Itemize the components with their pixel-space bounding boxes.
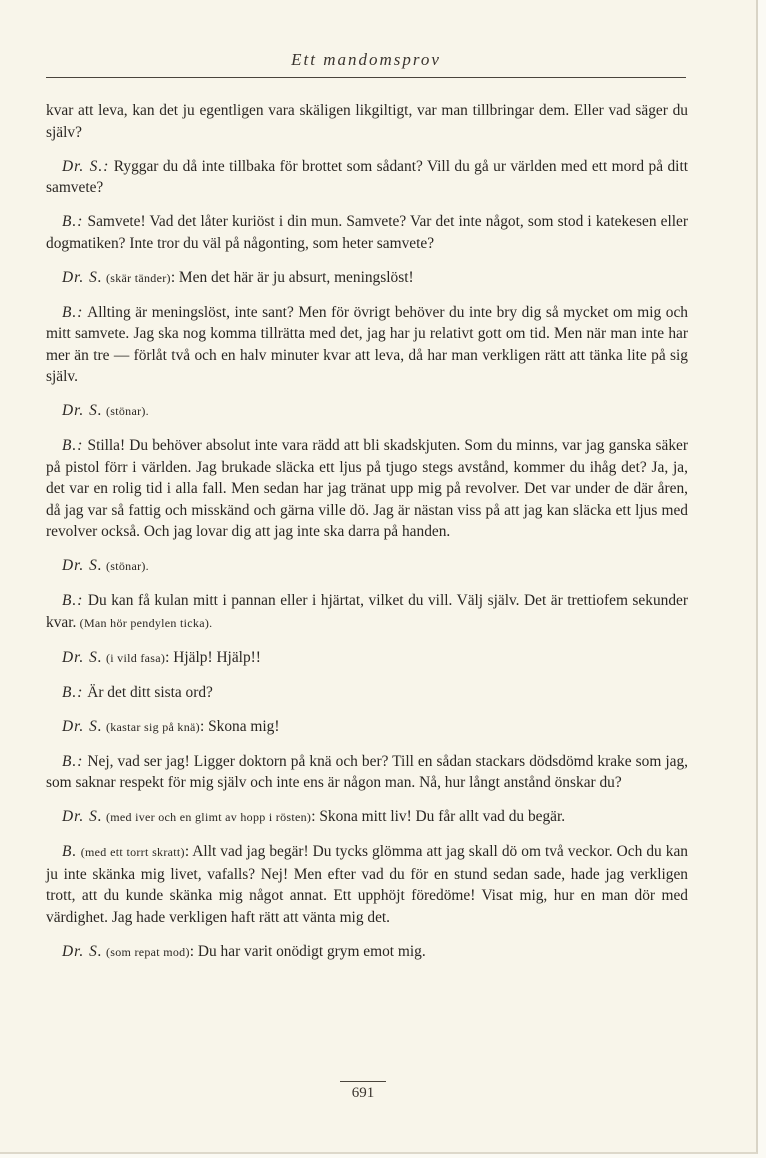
dialogue-paragraph [46, 211, 688, 254]
speaker-name: Dr. S. [62, 648, 103, 666]
stage-direction: (med iver och en glimt av hopp i rösten) [102, 810, 312, 824]
dialogue-paragraph [46, 682, 688, 704]
dialogue-paragraph [46, 841, 688, 928]
speaker-name: B.: [62, 437, 84, 454]
dialogue-text: : Hjälp! Hjälp!! [165, 648, 261, 666]
dialogue-text: kvar att leva, kan det ju egentligen vara skäligen likgiltigt, var man tillbringar dem. Eller vad säger du själv? [46, 102, 688, 141]
dialogue-paragraph [46, 590, 688, 634]
dialogue-text: : Skona mig! [199, 717, 280, 735]
speaker-name: B.: [62, 213, 84, 230]
dialogue-paragraph [46, 806, 688, 829]
stage-direction: (stönar). [102, 559, 149, 573]
speaker-name: B.: [62, 303, 84, 321]
speaker-name: Dr. S. [62, 717, 103, 735]
dialogue-text: Allting är meningslöst, inte sant? Men för övrigt behöver du inte bry dig så mycket om mig och mitt samvete. Jag ska nog komma tillrätta med det, jag har ju relativt gott om tid. Men när man inte har mer än tre — förlåt två och en halv minuter kvar att leva, då har man verkligen rätt att tänka lite på sig själv. [46, 303, 688, 385]
page-number: 691 [340, 1081, 386, 1102]
dialogue-text: Ryggar du då inte tillbaka för brottet som sådant? Vill du gå ur världen med ett mord på ditt samvete? [46, 157, 688, 196]
stage-direction: (som repat mod) [102, 944, 190, 959]
speaker-name: B.: [62, 683, 84, 701]
dialogue-text: : Du har varit onödigt grym emot mig. [189, 942, 426, 960]
speaker-name: Dr. S. [62, 808, 103, 825]
dialogue-paragraph [46, 435, 688, 543]
speaker-name: B.: [62, 752, 84, 770]
dialogue-text: : Men det här är ju absurt, meningslöst! [170, 268, 414, 286]
stage-direction: (kastar sig på knä) [102, 719, 200, 734]
stage-direction: (Man hör pendylen ticka). [76, 615, 213, 630]
speaker-name: Dr. S. [62, 942, 103, 960]
stage-direction: (skär tänder) [102, 270, 171, 285]
dialogue-text: : Skona mitt liv! Du får allt vad du begär. [311, 808, 566, 825]
speaker-name: Dr. S. [62, 268, 103, 286]
dialogue-paragraph [46, 647, 688, 670]
stage-direction: (med ett torrt skratt) [77, 845, 185, 859]
dialogue-text: Du kan få kulan mitt i pannan eller i hjärtat, vilket du vill. Välj själv. Det är trettiofem sekunder kvar. [46, 592, 688, 631]
speaker-name: B. [62, 843, 78, 860]
dialogue-text: Nej, vad ser jag! Ligger doktorn på knä och ber? Till en sådan stackars dödsdömd krake som jag, som saknar respekt för mig själv och inte ens är någon man. Nå, hur långt anstånd önskar du? [46, 752, 688, 791]
dialogue-text: : Allt vad jag begär! Du tycks glömma att jag skall dö om två veckor. Och du kan ju inte skänka mig livet, vafalls? Nej! Men efter vad du för en stund sedan sade, hade jag verkligen trott, att du kunde skänka mig något annat. Ett upphöjt föredöme! Visat mig, hur en man dör med värdighet. Jag hade verkligen haft rätt att vänta mig det. [46, 843, 688, 926]
speaker-name: Dr. S. [62, 402, 103, 419]
stage-direction: (i vild fasa) [102, 650, 166, 665]
dialogue-text: Är det ditt sista ord? [83, 683, 213, 701]
dialogue-paragraph [46, 941, 688, 964]
stage-direction: (stönar). [102, 404, 149, 418]
dialogue-paragraph [46, 555, 688, 578]
speaker-name: Dr. S.: [62, 157, 110, 175]
speaker-name: Dr. S. [62, 557, 103, 574]
running-head: Ett mandomsprov [291, 50, 441, 69]
dialogue-paragraph [46, 716, 688, 739]
dialogue-paragraph [46, 156, 688, 199]
dialogue-text: Stilla! Du behöver absolut inte vara rädd att bli skadskjuten. Som du minns, var jag ganska säker på pistol förr i världen. Jag brukade släcka ett ljus på tjugo stegs avstånd, kommer du ihåg det? Ja, ja, det var en rolig tid i alla fall. Men sedan har jag tränat upp mig på revolver. Det var under de där åren, då jag var så fattig och misskänd och gärna ville dö. Jag är nästan viss på att jag kan släcka ett ljus med revolver också. Och jag lovar dig att jag inte ska darra på handen. [46, 437, 688, 540]
dialogue-paragraph [46, 267, 688, 290]
header-rule [46, 77, 686, 78]
speaker-name: B.: [62, 592, 84, 609]
dialogue-paragraph [46, 100, 688, 143]
dialogue-paragraph [46, 400, 688, 423]
dialogue-paragraph [46, 302, 688, 388]
dialogue-text: Samvete! Vad det låter kuriöst i din mun. Samvete? Var det inte något, som stod i katekesen eller dogmatiken? Inte tror du väl på någonting, som heter samvete? [46, 213, 688, 252]
body-text [46, 100, 688, 976]
dialogue-paragraph [46, 751, 688, 794]
